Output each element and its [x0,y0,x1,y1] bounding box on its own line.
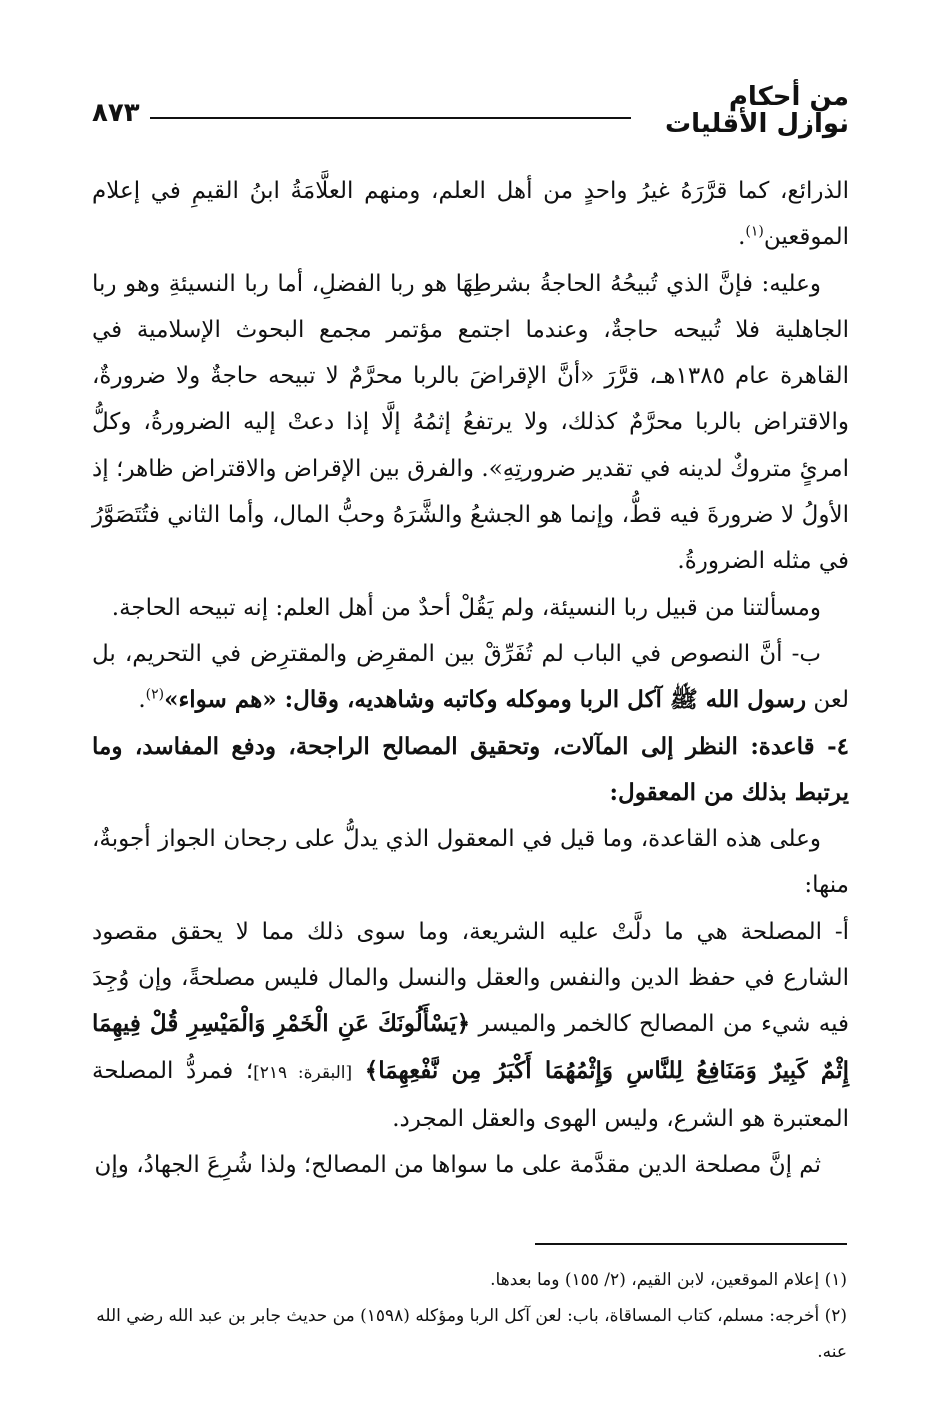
footnote-divider [535,1243,847,1245]
paragraph-3: ومسألتنا من قبيل ربا النسيئة، ولم يَقُلْ أحدٌ من أهل العلم: إنه تبيحه الحاجة. [111,594,821,621]
paragraph-4 [92,631,849,724]
verse-citation: [البقرة: ٢١٩] [253,1062,353,1083]
running-title-line2: نوازل الأقليات [665,109,849,140]
page-header [92,84,849,164]
paragraph-1 [92,168,849,261]
footnote-2: (٢) أخرجه: مسلم، كتاب المساقاة، باب: لعن آكل الربا ومؤكله (١٥٩٨) من حديث جابر بن عبد الله رضي الله عنه. [96,1306,847,1362]
page-number: ٨٧٣ [92,98,140,128]
paragraph-1-end: . [738,224,746,251]
footnote-ref-1[interactable]: (١) [745,223,764,240]
paragraph-1-text: الذرائع، كما قرَّرَهُ غيرُ واحدٍ من أهل العلم، ومنهم العلَّامَةُ ابنُ القيمِ في إعلام الموقعين [92,178,849,251]
paragraph-6-text: أ- المصلحة هي ما دلَّتْ عليه الشريعة، وما سوى ذلك مما لا يحقق مقصود الشارع في حفظ الدين والنفس والعقل والنسل والمال فليس مصلحةً، وإن وُجِدَ فيه شيء من المصالح كالخمر والميسر [92,918,850,1038]
quran-verse: ﴿يَسْأَلُونَكَ عَنِ الْخَمْرِ وَالْمَيْسِرِ قُلْ فِيهِمَا إِثْمٌ كَبِيرٌ وَمَنَافِعُ لِلنَّاسِ وَإِثْمُهُمَا أَكْبَرُ مِن نَّفْعِهِمَا﴾ [92,1010,850,1084]
paragraph-7: ثم إنَّ مصلحة الدين مقدَّمة على ما سواها من المصالح؛ ولذا شُرِعَ الجهادُ، وإن [94,1152,821,1179]
paragraph-4-end: . [138,687,146,714]
header-divider [150,117,631,119]
rule-4-heading: ٤- قاعدة: النظر إلى المآلات، وتحقيق المصالح الراجحة، ودفع المفاسد، وما يرتبط بذلك من المعقول: [92,732,849,806]
footnotes [92,1262,847,1370]
paragraph-6-end: ؛ فمردُّ المصلحة المعتبرة هو الشرع، وليس الهوى والعقل المجرد. [92,1057,849,1132]
paragraph-4-text: ب- أنَّ النصوص في الباب لم تُفَرِّقْ بين المقرِض والمقترِض في التحريم، بل لعن [92,640,849,714]
main-text [92,168,849,1189]
paragraph-6 [92,909,849,1142]
footnote-1: (١) إعلام الموقعين، لابن القيم، (٢/ ١٥٥) وما بعدها. [490,1270,847,1290]
paragraph-2: وعليه: فإنَّ الذي تُبيحُهُ الحاجةُ بشرطِهَا هو ربا الفضلِ، أما ربا النسيئةِ وهو ربا الجاهلية فلا تُبيحه حاجةٌ، وعندما اجتمع مؤتمر مجمع البحوث الإسلامية في القاهرة عام ١٣٨٥هـ، قرَّرَ «أنَّ الإقراضَ بالربا محرَّمٌ لا تبيحه حاجةٌ ولا ضرورةٌ، والاقتراض بالربا محرَّمٌ كذلك، ولا يرتفعُ إثمُهُ إلَّا إذا دعتْ إليه الضرورةُ، وكلُّ امرئٍ متروكٌ لدينه في تقدير ضرورتِهِ». والفرق بين الإقراض والاقتراض ظاهر؛ إذ الأولُ لا ضرورةَ فيه قطُّ، وإنما هو الجشعُ والشَّرَهُ وحبُّ المال، وأما الثاني فتُتَصَوَّرُ في مثله الضرورةُ. [92,270,849,575]
running-title [665,84,849,139]
paragraph-4-bold: رسول الله ﷺ آكل الربا وموكله وكاتبه وشاهديه، وقال: «هم سواء» [164,686,807,714]
paragraph-5: وعلى هذه القاعدة، وما قيل في المعقول الذي يدلُّ على رجحان الجواز أجوبةٌ، منها: [92,826,849,899]
footnote-ref-2[interactable]: (٢) [145,686,165,703]
running-title-line1: من أحكام [728,82,849,112]
